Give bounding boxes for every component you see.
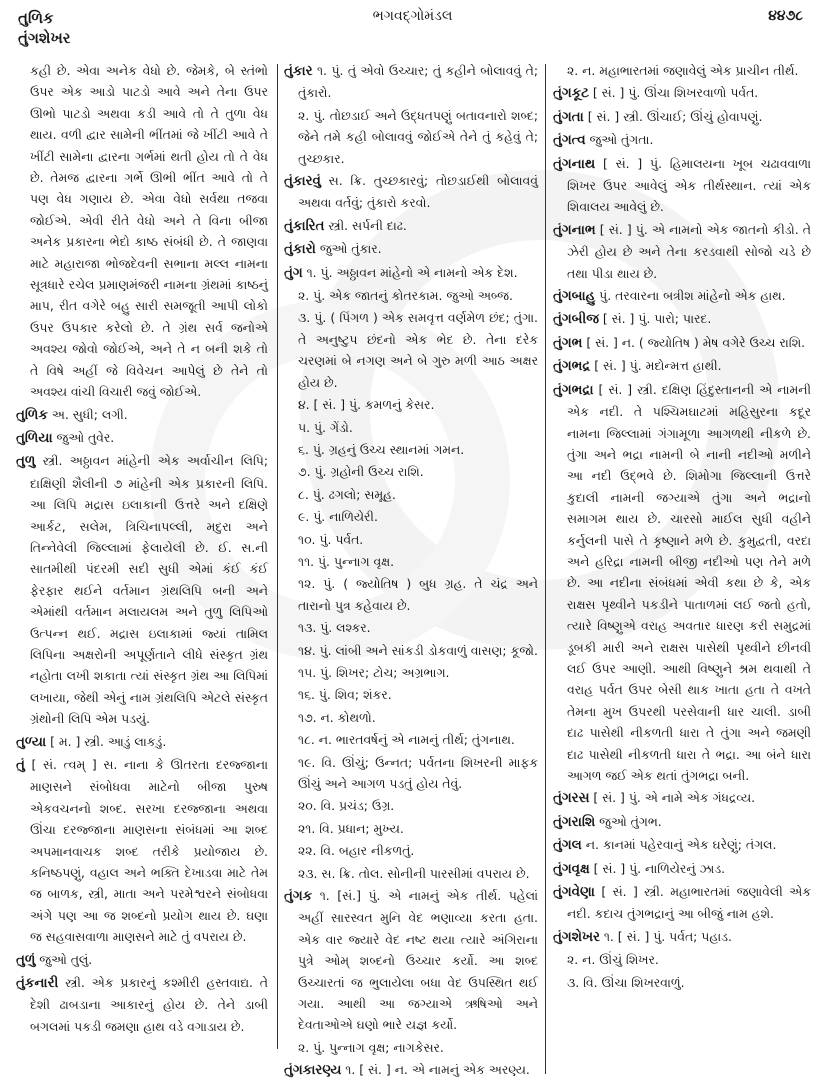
entry-headword: તું bbox=[16, 758, 25, 773]
entry-definition: સ્ત્રી. એક પ્રકારનું કશ્મીરી હસ્તવાદ્ય. તે દેશી ઢાબડાના આકારનું હોય છે. તેને ડાબી બગલમાં પકડી જમણા હાથ વડે વગાડાય છે. bbox=[30, 975, 268, 1034]
entry-headword: તુંકાર bbox=[284, 64, 313, 79]
entry-sense: ૧૨. પું. ( જ્યોતિષ ) બુધ ગ્રહ. તે ચંદ્ર અને તારાનો પુત્ર કહેવાય છે. bbox=[298, 576, 538, 613]
dictionary-entry bbox=[553, 811, 811, 833]
entry-definition: પું. તરવારના બત્રીશ માંહેનો એક હાથ. bbox=[595, 288, 786, 304]
entry-definition: [ સં. ] પું. એ નામે એક ગંધદ્રવ્ય. bbox=[589, 790, 756, 806]
entry-sense: ૩. પું. ( પિંગળ ) એક સમવૃત્ત વર્ણમેળ છંદ; તુંગા. તે અનુષ્ટુપ છંદનો એક ભેદ છે. તેના દરેક ચરણમાં બે નગણ અને બે ગુરુ મળી આઠ અક્ષર હોય છે. bbox=[298, 310, 538, 390]
entry-headword: તુળ્યા bbox=[16, 734, 47, 750]
entry-definition: [ સં. ] પું. પારો; પારદ. bbox=[598, 311, 712, 327]
dictionary-entry bbox=[16, 731, 268, 753]
entry-sense: ૧૧. પું. પુન્નાગ વૃક્ષ. bbox=[298, 553, 395, 569]
entry-headword: તુંગભદ્રા bbox=[553, 382, 594, 398]
dictionary-entry bbox=[284, 170, 538, 214]
entry-definition: [ સં. ] પું. હિમાલયના ખૂબ ચઢાવવાળા શિખર ઉપર આવેલું એક તીર્થસ્થાન. ત્યાં એક શિવાલય આવેલું છે. bbox=[567, 155, 811, 215]
entry-headword: તુંગલ bbox=[553, 838, 582, 854]
entry-definition: જુઓ તુવેર. bbox=[52, 429, 115, 445]
entry-headword: તુળું bbox=[16, 952, 36, 968]
entry-headword: તુંગક bbox=[284, 889, 313, 905]
entry-headword: તુંકારિત bbox=[284, 218, 325, 234]
entry-definition: જુઓ તુલું. bbox=[35, 951, 93, 967]
dictionary-entry bbox=[16, 972, 268, 1037]
entry-sense: ૧૬. પું. શિવ; શંકર. bbox=[298, 687, 392, 703]
entry-sense: ૧૫. પું. શિખર; ટોચ; અગ્રભાગ. bbox=[298, 664, 450, 680]
entry-sense: ૨. ન. ઊંચું શિખર. bbox=[567, 952, 659, 968]
dictionary-entry bbox=[553, 82, 811, 104]
entry-headword: તુંગવૃક્ષ bbox=[553, 861, 590, 877]
entry-definition: [ સં. ] પું. એ નામનો એક જાતનો કીડો. તે ઝેરી હોય છે અને તેના કરડવાથી સોજો ચડે છે તથા પીડા થાય છે. bbox=[567, 221, 811, 281]
entry-definition: [ સં. ] સ્ત્રી. મહાભારતમાં જણાવેલી એક નદી. કદાચ તુંગભદ્રાનું આ બીજું નામ હશે. bbox=[567, 884, 811, 922]
dictionary-entry bbox=[553, 129, 811, 151]
entry-definition: [ સં. ત્વમ્ ] સ. નાના કે ઊતરતા દરજ્જાના માણસને સંબોધવા માટેનો બીજા પુરુષ એકવચનનો શબ્દ. સરખા દરજ્જાના અથવા ઊંચા દરજ્જાના માણસના સંબંધમાં આ શબ્દ અપમાનવાચક શબ્દ તરીકે પ્રયોજાય છે. કનિષ્ઠપણું, વહાલ અને ભક્તિ દેખાડવા માટે તેમ જ બાળક, સ્ત્રી, માતા અને પરમેશ્વરને સંબોધવા અંગે પણ આ જ શબ્દનો પ્રયોગ થાય છે. ઘણા જ સહવાસવાળા માણસને માટે તું વપરાય છે. bbox=[24, 757, 268, 945]
entry-definition: સ્ત્રી. સર્પની દાઢ. bbox=[324, 217, 407, 233]
entry-headword: તુંગબીજ bbox=[553, 312, 599, 328]
dictionary-entry bbox=[553, 106, 811, 128]
dictionary-entry bbox=[284, 885, 538, 1036]
entry-headword: તુંકારો bbox=[284, 242, 316, 258]
entry-definition: સ. ક્રિ. તુચ્છકારવું; તોછડાઈથી બોલાવવું અથવા વર્તવું; તુંકારો કરવો. bbox=[298, 173, 538, 211]
entry-headword: તુંગનાભ bbox=[553, 222, 596, 238]
dictionary-entry bbox=[553, 379, 811, 787]
entry-headword: તુંગશેખર bbox=[553, 929, 600, 945]
column-divider-2 bbox=[545, 64, 546, 1074]
entry-sense: ૧૭. ન. કોથળો. bbox=[298, 709, 376, 725]
entry-sense: ૪. [ સં. ] પું. કમળનું કેસર. bbox=[298, 397, 435, 413]
entry-definition: જુઓ તુંગભ. bbox=[595, 813, 662, 829]
entry-headword: તુંગ bbox=[284, 265, 303, 281]
dictionary-entry bbox=[553, 355, 811, 377]
entry-headword: તુળિક bbox=[16, 407, 48, 423]
entry-headword: તુંકારવું bbox=[284, 174, 321, 190]
guide-word-bottom: તુંગશેખર bbox=[18, 29, 71, 47]
dictionary-entry bbox=[16, 404, 268, 426]
guide-word-top: તુળિક bbox=[18, 9, 54, 27]
entry-definition: [ સં. ] પું. મદોન્મત્ત હાથી. bbox=[590, 358, 722, 374]
entry-definition: [ સં. ] ન. ( જ્યોતિષ ) મેષ વગેરે ઉચ્ચ રાશિ. bbox=[582, 334, 806, 350]
entry-definition: [ મ. ] સ્ત્રી. આડું લાકડું. bbox=[46, 733, 167, 749]
entry-headword: તુંગરાશિ bbox=[553, 814, 596, 830]
entry-headword: તુંગભ bbox=[553, 335, 583, 351]
entry-definition: જુઓ તુંકાર. bbox=[315, 241, 382, 257]
column-middle bbox=[284, 60, 538, 1079]
entry-sense: ૨. ન. મહાભારતમાં જણાવેલું એક પ્રાચીન તીર્થ. bbox=[567, 63, 799, 78]
page-number: ૪૪૭૮ bbox=[768, 8, 803, 24]
dictionary-entry bbox=[284, 238, 538, 260]
dictionary-entry bbox=[553, 881, 811, 925]
entry-definition: સ્ત્રી. અઠ્ઠાવન માંહેની એક અર્વાચીન લિપિ; દાક્ષિણી શૈલીની ૭ માંહેની એક પ્રકારની લિપિ. આ લિપિ મદ્રાસ ઇલાકાની ઉત્તરે અને દક્ષિણે આર્કટ, સલેમ, ત્રિચિનાપલ્લી, મદુરા અને તિન્નેવેલી જિલ્લામાં ફેલાયેલી છે. ઈ. સ.ની સાતમીથી પંદરમી સદી સુધી એમાં કંઈ કંઈ ફેરફાર થઈને વર્તમાન ગ્રંથલિપિ બની અને એમાંથી વર્તમાન મલાયલમ અને તુળુ લિપિઓ ઉત્પન્ન થઈ. મદ્રાસ ઇલાકામાં જ્યાં તામિલ લિપિના અક્ષરોની અપૂર્ણતાને લીધે સંસ્કૃત ગ્રંથ નહોતા લખી શકાતા ત્યાં સંસ્કૃત ગ્રંથ આ લિપિમાં લખાયા, જેથી એનું નામ ગ્રંથલિપિ એટલે સંસ્કૃત ગ્રંથોની લિપિ એમ પડયું. bbox=[30, 453, 268, 727]
dictionary-entry bbox=[284, 60, 538, 104]
entry-definition: [ સં. ] સ્ત્રી. દક્ષિણ હિંદુસ્તાનની એ નામની એક નદી. તે પશ્ચિમઘાટમાં મહિસુરના કદૂર નામના જિલ્લામાં ગંગામૂળા આગળથી નીકળે છે. તુંગા અને ભદ્રા નામની બે નાની નદીઓ મળીને આ નદી ઉદ્ભવે છે. શિમોગા જિલ્લાની ઉત્તરે કુદાલી નામની જગ્યાએ તુંગા અને ભદ્રાનો સમાગમ થાય છે. ચારસો માઈલ સુધી વહીને કર્નુલની પાસે તે કૃષ્ણાને મળે છે. કુમુદ્વતી, વરદા અને હરિદ્રા નામની બીજી નદીઓ પણ તેને મળે છે. આ નદીના સંબંધમાં એવી કથા છે કે, એક રાક્ષસ પૃથ્વીને પકડીને પાતાળમાં લઈ જતો હતો, ત્યારે વિષ્ણુએ વરાહ અવતાર ધારણ કરી સમુદ્રમાં ડૂબકી મારી અને રાક્ષસ પાસેથી પૃથ્વીને છીનવી લઈ ઉપર આણી. આથી વિષ્ણુને શ્રમ થવાથી તે વરાહ પર્વત ઉપર બેસી થાક ખાતા હતા તે વખતે તેમના મુખ ઉપરથી પરસેવાની ધાર ચાલી. ડાબી દાઢ પાસેથી નીકળતી ધારા તે તુંગા અને જમણી દાઢ પાસેથી નીકળતી ધારા તે ભદ્રા. આ બંને ધારા આગળ જઈ એક થતાં તુંગભદ્રા બની. bbox=[567, 381, 811, 783]
dictionary-entry bbox=[16, 427, 268, 449]
entry-sense: ૧૯. વિ. ઊંચું; ઉન્નત; પર્વતના શિખરની માફક ઊંચું અને આગળ પડતું હોય તેવું. bbox=[298, 754, 538, 791]
entry-sense: ૧૩. પું. લશ્કર. bbox=[298, 620, 371, 636]
dictionary-entry bbox=[553, 153, 811, 218]
dictionary-entry bbox=[553, 834, 811, 856]
entry-definition: ન. કાનમાં પહેરવાનું એક ઘરેણું; તંગલ. bbox=[581, 837, 777, 853]
dictionary-title: ભગવદ્ગોમંડલ bbox=[372, 8, 453, 24]
entry-headword: તુંગતા bbox=[553, 109, 584, 125]
dictionary-entry bbox=[553, 858, 811, 880]
entry-headword: તુળુ bbox=[16, 454, 36, 470]
dictionary-entry bbox=[284, 1059, 538, 1081]
entry-headword: તુંગકૂટ bbox=[553, 86, 589, 102]
dictionary-entry bbox=[16, 949, 268, 971]
dictionary-entry bbox=[16, 450, 268, 729]
column-left bbox=[16, 60, 272, 1070]
entry-definition: ૧. પું. અઠ્ઠાવન માંહેનો એ નામનો એક દેશ. bbox=[302, 264, 518, 280]
entry-headword: તુંગરસ bbox=[553, 791, 590, 807]
entry-sense: ૨૩. સ. ક્રિ. તોલ. સોનીની પારસીમાં વપરાય છે. bbox=[298, 865, 530, 881]
entry-headword: તુંગકારણ્ય bbox=[284, 1063, 342, 1079]
dictionary-entry bbox=[553, 926, 811, 948]
page-header bbox=[0, 0, 825, 62]
entry-headword: તુંગનાથ bbox=[553, 156, 596, 172]
entry-definition: ૧. પું. તું એવો ઉચ્ચાર; તું કહીને બોલાવવું તે; તુંકારો. bbox=[298, 63, 538, 101]
dictionary-entry bbox=[553, 285, 811, 307]
entry-definition: અ. સુધી; લગી. bbox=[47, 406, 128, 422]
entry-sense: ૨. પું. પુન્નાગ વૃક્ષ; નાગકેસર. bbox=[298, 1039, 444, 1055]
entry-sense: ૮. પું. ઢગલો; સમૂહ. bbox=[298, 486, 396, 502]
entry-definition: [ સં. ] સ્ત્રી. ઊંચાઈ; ઊંચું હોવાપણું. bbox=[583, 108, 763, 124]
entry-definition: ૧. [સં.] પું. એ નામનું એક તીર્થ. પહેલાં અહીં સારસ્વત મુનિ વેદ ભણાવ્યા કરતા હતા. એક વાર જ્યારે વેદ નષ્ટ થયા ત્યારે અંગિરાના પુત્રે ઓમ્ શબ્દનો ઉચ્ચાર કર્યો. આ શબ્દ ઉચ્ચારતાં જ ભુલાયેલા બધા વેદ ઉપસ્થિત થઈ ગયા. આથી આ જગ્યાએ ઋષિઓ અને દેવતાઓએ ઘણો ભારે યજ્ઞ કર્યો. bbox=[298, 888, 538, 1033]
entry-headword: તુંગભદ્ર bbox=[553, 359, 591, 375]
entry-sense: ૨૧. વિ. પ્રધાન; મુખ્ય. bbox=[298, 820, 404, 836]
entry-sense: ૫. પું. ગેંડો. bbox=[298, 419, 353, 435]
entry-sense: ૨. પું. એક જાતનું કોતરકામ. જુઓ અબ્જ. bbox=[298, 288, 513, 304]
entry-definition: [ સં. ] પું. ઊંચા શિખરવાળો પર્વત. bbox=[588, 85, 759, 101]
entry-sense: ૧૪. પું. લાંબી અને સાંકડી ડોકવાળું વાસણ; કૂજો. bbox=[298, 642, 538, 658]
entry-headword: તુંગત્વ bbox=[553, 133, 586, 149]
entry-sense: ૧૮. ન. ભારતવર્ષનું એ નામનું તીર્થ; તુંગનાથ. bbox=[298, 732, 515, 748]
entry-sense: ૩. વિ. ઊંચા શિખરવાળું. bbox=[567, 974, 685, 990]
entry-definition: [ સં. ] પું. નાળિયેરનું ઝાડ. bbox=[589, 860, 726, 876]
entry-sense: ૬. પું. ગ્રહનું ઉચ્ચ સ્થાનમાં ગમન. bbox=[298, 441, 465, 457]
column-right bbox=[553, 60, 811, 1070]
dictionary-entry bbox=[16, 754, 268, 948]
entry-headword: તુળિયા bbox=[16, 430, 53, 446]
continued-definition: કહી છે. એવા અનેક વેધો છે. જેમકે, બે સ્તંભો ઉપર એક આડો પાટડો આવે અને તેના ઉપર ઊભો પાટડો અથવા કડી આવે તો તે તુળા વેધ થાય. વળી દ્વાર સામેની ભીંતમાં જે ખીંટી આવે તે ખીંટી સામેના દ્વારના ગર્ભમાં થતી હોય તો તે વેધ છે. તેમજ દ્વારના ગર્ભે ઊભી ભીંત આવે તો તે પણ વેધ ગણાય છે. એવા વેધો સર્વથા તજવા જોઈએ. એવી રીતે વેધો અને તે વિના બીજા અનેક પ્રકારના ભેદો કાષ્ઠ સંબંધી છે. તે જાણવા માટે મહારાજા ભોજદેવની સભાના મલ્લ નામના સૂત્રધારે રચેલ પ્રમાણમંજરી નામના ગ્રંથમાં કાષ્ઠનું માપ, રીત વગેરે બહુ સારી સમજૂતી આપી લોકો ઉપર ઉપકાર કરેલો છે. તે ગ્રંથ સર્વ જનોએ અવશ્ય જોવો જોઈએ, અને તે ન બની શકે તો તે વિષે અહીં જે વિવેચન આપેલું છે તેને તો અવશ્ય વાંચી વિચારી જવું જોઈએ. bbox=[30, 63, 268, 400]
entry-headword: તુંગવેણા bbox=[553, 885, 595, 901]
entry-headword: તુંકનારી bbox=[16, 976, 59, 992]
dictionary-entry bbox=[553, 332, 811, 354]
entry-definition: ૧. [ સં. ] પું. પર્વત; પહાડ. bbox=[599, 928, 732, 944]
entry-sense: ૯. પું. નાળિયેરી. bbox=[298, 509, 378, 525]
entry-sense: ૨૦. વિ. પ્રચંડ; ઉગ્ર. bbox=[298, 798, 395, 814]
dictionary-entry bbox=[553, 308, 811, 330]
dictionary-entry bbox=[284, 262, 538, 284]
entry-sense: ૭. પું. ગ્રહોની ઉચ્ચ રાશિ. bbox=[298, 464, 424, 480]
entry-definition: ૧. [ સં. ] ન. એ નામનું એક અરણ્ય. bbox=[341, 1062, 530, 1078]
dictionary-entry bbox=[553, 219, 811, 284]
column-divider-1 bbox=[277, 64, 278, 1049]
entry-sense: ૨. પું. તોછડાઈ અને ઉદ્ધતપણું બતાવનારો શબ્દ; જેને તમે કહી બોલાવવું જોઈએ તેને તું કહેવું તે; તુચ્છકાર. bbox=[298, 107, 538, 166]
entry-sense: ૧૦. પું. પર્વત. bbox=[298, 531, 364, 547]
entry-headword: તુંગબાહુ bbox=[553, 289, 596, 305]
dictionary-entry bbox=[553, 787, 811, 809]
entry-definition: જુઓ તુંગતા. bbox=[585, 132, 654, 148]
dictionary-entry bbox=[284, 215, 538, 237]
entry-sense: ૨૨. વિ. બહાર નીકળતું. bbox=[298, 843, 415, 859]
